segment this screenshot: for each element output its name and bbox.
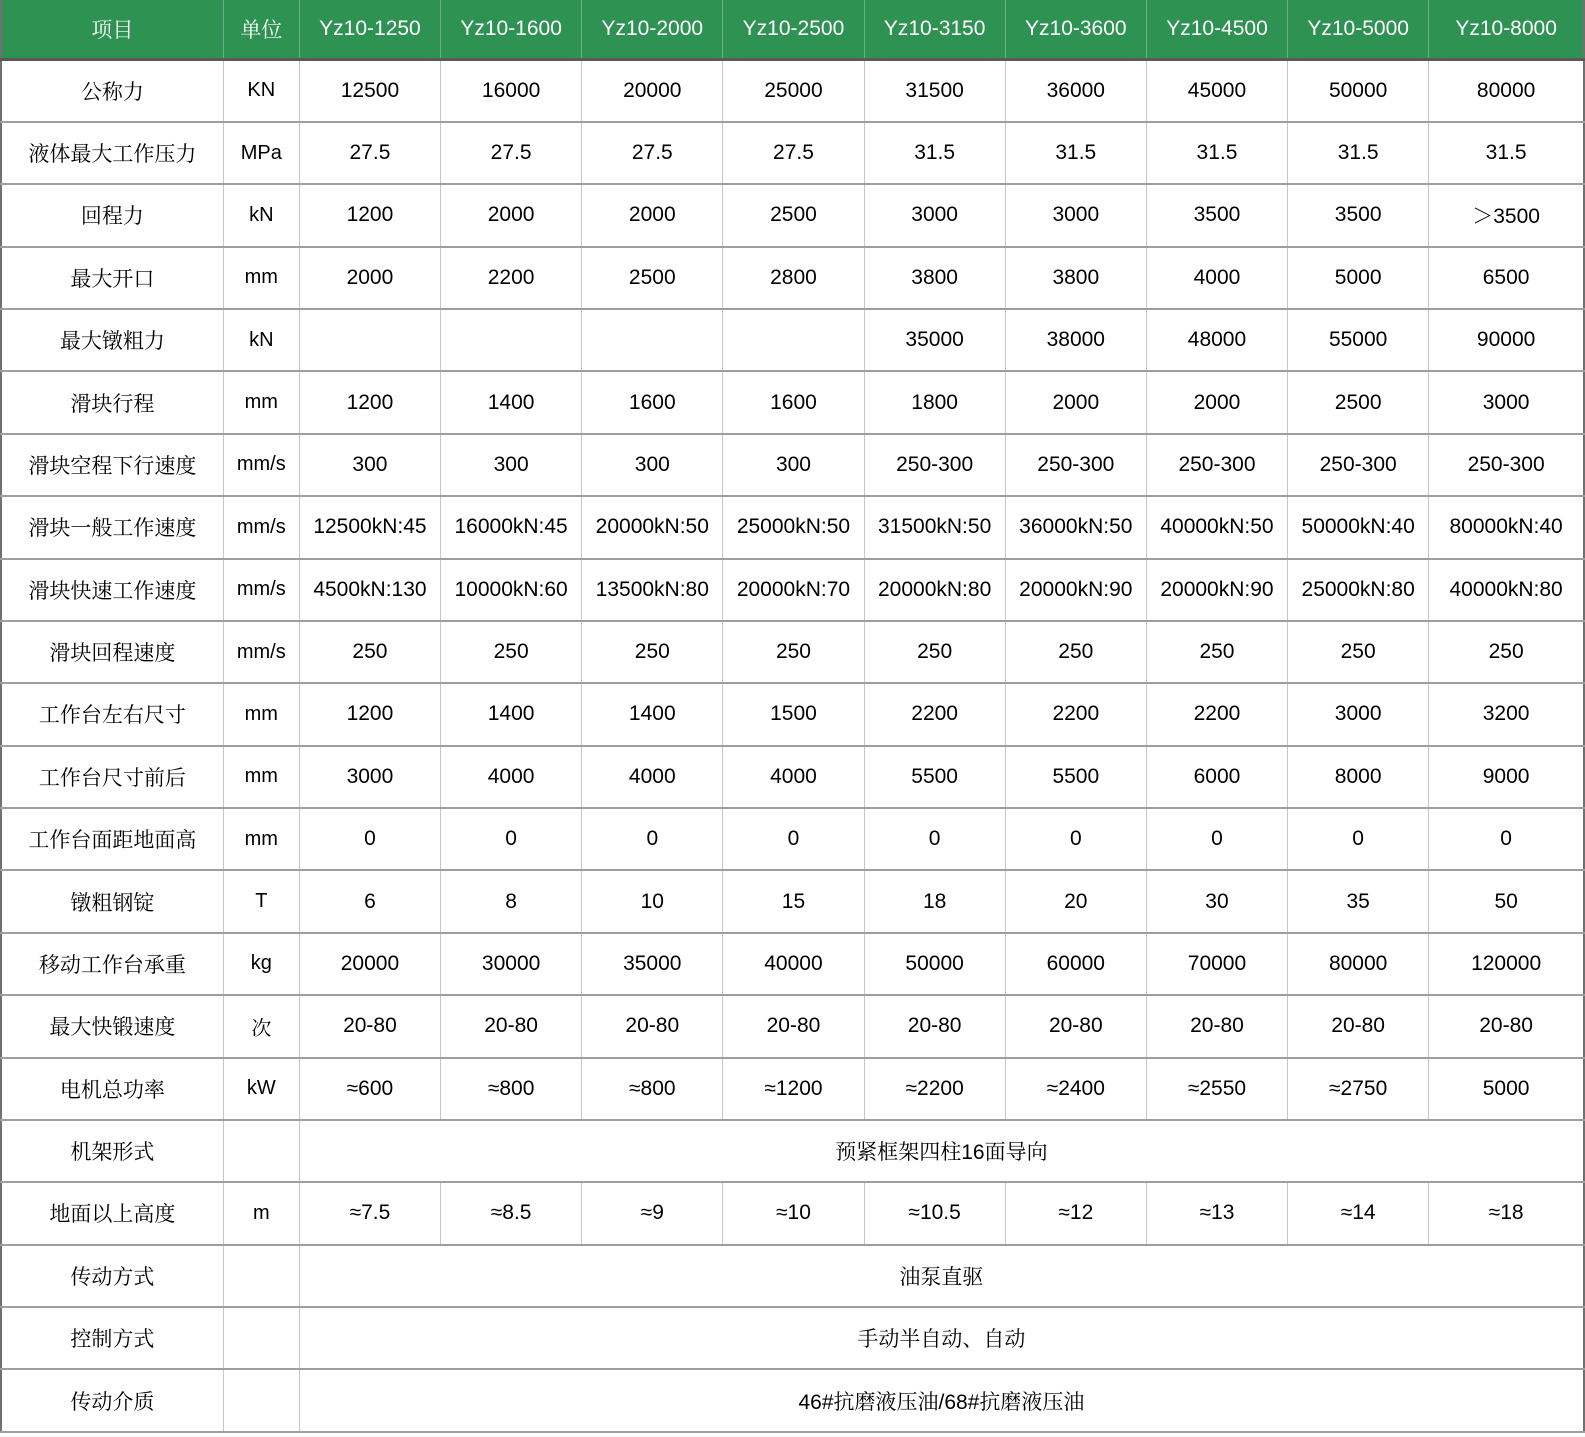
value-cell: 3000 [1429, 371, 1584, 433]
value-cell: 50 [1429, 870, 1584, 932]
value-cell: 36000 [1005, 60, 1146, 122]
value-cell: 250 [1429, 621, 1584, 683]
value-cell: ≈10.5 [864, 1182, 1005, 1244]
value-cell: 5000 [1429, 1058, 1584, 1120]
value-cell: ≈600 [299, 1058, 440, 1120]
value-cell [582, 309, 723, 371]
value-cell: 2500 [723, 184, 864, 246]
value-cell: 250-300 [1429, 434, 1584, 496]
unit-cell [223, 1245, 299, 1307]
value-cell: 0 [1288, 808, 1429, 870]
unit-cell: kW [223, 1058, 299, 1120]
value-cell: 300 [441, 434, 582, 496]
unit-cell: mm/s [223, 496, 299, 558]
value-cell: 300 [723, 434, 864, 496]
value-cell: ≈7.5 [299, 1182, 440, 1244]
value-cell: 0 [1146, 808, 1287, 870]
value-cell: 20000 [299, 933, 440, 995]
value-cell: 48000 [1146, 309, 1287, 371]
value-cell: 1600 [723, 371, 864, 433]
row-label: 滑块行程 [1, 371, 223, 433]
unit-cell: mm [223, 746, 299, 808]
value-cell: 2000 [1146, 371, 1287, 433]
value-cell: 1200 [299, 371, 440, 433]
value-cell: 50000 [864, 933, 1005, 995]
value-cell: 35000 [582, 933, 723, 995]
column-header-model: Yz10-3600 [1005, 0, 1146, 60]
table-row [1, 559, 1584, 621]
value-cell: 0 [299, 808, 440, 870]
table-row [1, 621, 1584, 683]
value-cell: 3800 [1005, 247, 1146, 309]
column-header-model: Yz10-3150 [864, 0, 1005, 60]
table-row [1, 1369, 1584, 1432]
value-cell: 4500kN:130 [299, 559, 440, 621]
row-label: 镦粗钢锭 [1, 870, 223, 932]
value-cell: 1600 [582, 371, 723, 433]
value-cell: 50000 [1288, 60, 1429, 122]
column-header-model: Yz10-1600 [441, 0, 582, 60]
value-cell: 1800 [864, 371, 1005, 433]
table-row [1, 933, 1584, 995]
table-body [1, 60, 1584, 1433]
row-label: 控制方式 [1, 1307, 223, 1369]
unit-cell: mm [223, 808, 299, 870]
value-cell: 16000 [441, 60, 582, 122]
value-cell: ≈8.5 [441, 1182, 582, 1244]
row-label: 公称力 [1, 60, 223, 122]
value-cell: 300 [299, 434, 440, 496]
value-cell: 250 [582, 621, 723, 683]
value-cell: 250 [299, 621, 440, 683]
table-row [1, 434, 1584, 496]
value-cell: 20-80 [1429, 995, 1584, 1057]
column-header-model: Yz10-5000 [1288, 0, 1429, 60]
unit-cell [223, 1307, 299, 1369]
value-cell: 12500 [299, 60, 440, 122]
unit-cell: kN [223, 184, 299, 246]
value-cell: 3000 [1005, 184, 1146, 246]
table-header [1, 0, 1584, 60]
value-cell: 250 [1005, 621, 1146, 683]
column-header-model: Yz10-4500 [1146, 0, 1287, 60]
value-cell: 90000 [1429, 309, 1584, 371]
value-cell: 50000kN:40 [1288, 496, 1429, 558]
value-cell: 31.5 [1429, 122, 1584, 184]
value-cell: ＞3500 [1429, 184, 1584, 246]
value-cell: 3000 [1288, 683, 1429, 745]
value-cell: ≈2400 [1005, 1058, 1146, 1120]
value-cell: 2000 [441, 184, 582, 246]
value-cell: 300 [582, 434, 723, 496]
value-cell: 20-80 [1288, 995, 1429, 1057]
value-cell: 38000 [1005, 309, 1146, 371]
merged-value-cell: 油泵直驱 [299, 1245, 1584, 1307]
row-label: 回程力 [1, 184, 223, 246]
column-header-model: Yz10-2000 [582, 0, 723, 60]
merged-value-cell: 46#抗磨液压油/68#抗磨液压油 [299, 1369, 1584, 1432]
table-row [1, 683, 1584, 745]
table-row [1, 995, 1584, 1057]
value-cell: 25000kN:50 [723, 496, 864, 558]
value-cell: 27.5 [723, 122, 864, 184]
value-cell: 250-300 [1146, 434, 1287, 496]
value-cell [299, 309, 440, 371]
row-label: 工作台面距地面高 [1, 808, 223, 870]
value-cell: 20000kN:80 [864, 559, 1005, 621]
value-cell: 27.5 [299, 122, 440, 184]
value-cell: ≈18 [1429, 1182, 1584, 1244]
value-cell: 1400 [582, 683, 723, 745]
value-cell: 20-80 [299, 995, 440, 1057]
row-label: 工作台尺寸前后 [1, 746, 223, 808]
table-row [1, 122, 1584, 184]
value-cell: 0 [582, 808, 723, 870]
value-cell: 10 [582, 870, 723, 932]
unit-cell: mm [223, 683, 299, 745]
column-header-item: 项目 [1, 0, 223, 60]
table-row [1, 184, 1584, 246]
value-cell: 6000 [1146, 746, 1287, 808]
value-cell: 250 [1146, 621, 1287, 683]
value-cell: ≈800 [441, 1058, 582, 1120]
table-row [1, 309, 1584, 371]
value-cell: 4000 [723, 746, 864, 808]
value-cell: 20000kN:70 [723, 559, 864, 621]
value-cell: 2500 [1288, 371, 1429, 433]
value-cell: 250 [864, 621, 1005, 683]
value-cell: 1200 [299, 683, 440, 745]
merged-value-cell: 预紧框架四柱16面导向 [299, 1120, 1584, 1182]
value-cell: 30 [1146, 870, 1287, 932]
table-row [1, 1307, 1584, 1369]
value-cell: ≈2200 [864, 1058, 1005, 1120]
value-cell: 20-80 [864, 995, 1005, 1057]
value-cell: 250-300 [1288, 434, 1429, 496]
value-cell: 250 [1288, 621, 1429, 683]
unit-cell: mm/s [223, 434, 299, 496]
value-cell: 3000 [864, 184, 1005, 246]
value-cell: 45000 [1146, 60, 1287, 122]
value-cell: 27.5 [441, 122, 582, 184]
row-label: 滑块空程下行速度 [1, 434, 223, 496]
value-cell: 1200 [299, 184, 440, 246]
value-cell: 120000 [1429, 933, 1584, 995]
value-cell: 2000 [582, 184, 723, 246]
value-cell: 31500kN:50 [864, 496, 1005, 558]
value-cell: 70000 [1146, 933, 1287, 995]
value-cell: 35000 [864, 309, 1005, 371]
value-cell [441, 309, 582, 371]
value-cell [723, 309, 864, 371]
value-cell: 20000kN:50 [582, 496, 723, 558]
value-cell: 250 [441, 621, 582, 683]
row-label: 最大快锻速度 [1, 995, 223, 1057]
value-cell: ≈12 [1005, 1182, 1146, 1244]
value-cell: 40000kN:50 [1146, 496, 1287, 558]
value-cell: ≈2750 [1288, 1058, 1429, 1120]
value-cell: 250-300 [864, 434, 1005, 496]
unit-cell: MPa [223, 122, 299, 184]
value-cell: 0 [441, 808, 582, 870]
value-cell: 8 [441, 870, 582, 932]
table-row [1, 746, 1584, 808]
row-label: 地面以上高度 [1, 1182, 223, 1244]
row-label: 最大镦粗力 [1, 309, 223, 371]
row-label: 机架形式 [1, 1120, 223, 1182]
row-label: 电机总功率 [1, 1058, 223, 1120]
value-cell: 40000 [723, 933, 864, 995]
value-cell: 80000 [1288, 933, 1429, 995]
value-cell: 6 [299, 870, 440, 932]
unit-cell: 次 [223, 995, 299, 1057]
value-cell: 3200 [1429, 683, 1584, 745]
value-cell: 15 [723, 870, 864, 932]
value-cell: 25000kN:80 [1288, 559, 1429, 621]
table-row [1, 1182, 1584, 1244]
row-label: 传动方式 [1, 1245, 223, 1307]
unit-cell: mm [223, 371, 299, 433]
value-cell: 20-80 [1146, 995, 1287, 1057]
value-cell: 4000 [1146, 247, 1287, 309]
value-cell: ≈10 [723, 1182, 864, 1244]
value-cell: ≈1200 [723, 1058, 864, 1120]
value-cell: 30000 [441, 933, 582, 995]
table-row [1, 60, 1584, 122]
value-cell: 0 [1429, 808, 1584, 870]
value-cell: 20-80 [441, 995, 582, 1057]
unit-cell [223, 1369, 299, 1432]
value-cell: 20-80 [723, 995, 864, 1057]
value-cell: 2500 [582, 247, 723, 309]
value-cell: 25000 [723, 60, 864, 122]
column-header-model: Yz10-1250 [299, 0, 440, 60]
unit-cell: T [223, 870, 299, 932]
value-cell: 60000 [1005, 933, 1146, 995]
value-cell: 1500 [723, 683, 864, 745]
value-cell: 31500 [864, 60, 1005, 122]
value-cell: 20000kN:90 [1005, 559, 1146, 621]
value-cell: 40000kN:80 [1429, 559, 1584, 621]
value-cell: 4000 [582, 746, 723, 808]
value-cell: 16000kN:45 [441, 496, 582, 558]
value-cell: 6500 [1429, 247, 1584, 309]
value-cell: 18 [864, 870, 1005, 932]
value-cell: 0 [723, 808, 864, 870]
value-cell: 5500 [1005, 746, 1146, 808]
value-cell: 31.5 [1146, 122, 1287, 184]
value-cell: 2200 [1146, 683, 1287, 745]
value-cell: 5000 [1288, 247, 1429, 309]
row-label: 工作台左右尺寸 [1, 683, 223, 745]
value-cell: 3500 [1146, 184, 1287, 246]
value-cell: 10000kN:60 [441, 559, 582, 621]
row-label: 滑块回程速度 [1, 621, 223, 683]
value-cell: 36000kN:50 [1005, 496, 1146, 558]
header-row [1, 0, 1584, 60]
row-label: 最大开口 [1, 247, 223, 309]
value-cell: 2000 [1005, 371, 1146, 433]
value-cell: 0 [1005, 808, 1146, 870]
table-row [1, 371, 1584, 433]
value-cell: 8000 [1288, 746, 1429, 808]
row-label: 液体最大工作压力 [1, 122, 223, 184]
value-cell: 2800 [723, 247, 864, 309]
value-cell: 13500kN:80 [582, 559, 723, 621]
table-row [1, 1120, 1584, 1182]
value-cell: 5500 [864, 746, 1005, 808]
value-cell: 2000 [299, 247, 440, 309]
value-cell: ≈9 [582, 1182, 723, 1244]
value-cell: 0 [864, 808, 1005, 870]
value-cell: 20 [1005, 870, 1146, 932]
value-cell: 55000 [1288, 309, 1429, 371]
value-cell: 31.5 [1288, 122, 1429, 184]
unit-cell: mm/s [223, 621, 299, 683]
value-cell: 80000kN:40 [1429, 496, 1584, 558]
table-row [1, 1245, 1584, 1307]
column-header-unit: 单位 [223, 0, 299, 60]
value-cell: 1400 [441, 683, 582, 745]
unit-cell: kg [223, 933, 299, 995]
value-cell: 20000 [582, 60, 723, 122]
value-cell: 35 [1288, 870, 1429, 932]
value-cell: 2200 [441, 247, 582, 309]
value-cell: 3800 [864, 247, 1005, 309]
value-cell: 250-300 [1005, 434, 1146, 496]
row-label: 滑块快速工作速度 [1, 559, 223, 621]
value-cell: 3500 [1288, 184, 1429, 246]
value-cell: 80000 [1429, 60, 1584, 122]
value-cell: 9000 [1429, 746, 1584, 808]
column-header-model: Yz10-8000 [1429, 0, 1584, 60]
unit-cell: kN [223, 309, 299, 371]
value-cell: 2200 [864, 683, 1005, 745]
value-cell: 31.5 [1005, 122, 1146, 184]
value-cell: 1400 [441, 371, 582, 433]
unit-cell [223, 1120, 299, 1182]
value-cell: 2200 [1005, 683, 1146, 745]
value-cell: 3000 [299, 746, 440, 808]
value-cell: 20000kN:90 [1146, 559, 1287, 621]
value-cell: ≈14 [1288, 1182, 1429, 1244]
value-cell: 4000 [441, 746, 582, 808]
unit-cell: mm/s [223, 559, 299, 621]
table-row [1, 247, 1584, 309]
value-cell: 12500kN:45 [299, 496, 440, 558]
unit-cell: mm [223, 247, 299, 309]
value-cell: 20-80 [1005, 995, 1146, 1057]
column-header-model: Yz10-2500 [723, 0, 864, 60]
table-row [1, 870, 1584, 932]
value-cell: 250 [723, 621, 864, 683]
value-cell: ≈2550 [1146, 1058, 1287, 1120]
unit-cell: m [223, 1182, 299, 1244]
unit-cell: KN [223, 60, 299, 122]
table-row [1, 808, 1584, 870]
value-cell: ≈800 [582, 1058, 723, 1120]
row-label: 滑块一般工作速度 [1, 496, 223, 558]
table-row [1, 1058, 1584, 1120]
value-cell: ≈13 [1146, 1182, 1287, 1244]
value-cell: 27.5 [582, 122, 723, 184]
value-cell: 31.5 [864, 122, 1005, 184]
value-cell: 20-80 [582, 995, 723, 1057]
table-row [1, 496, 1584, 558]
merged-value-cell: 手动半自动、自动 [299, 1307, 1584, 1369]
row-label: 移动工作台承重 [1, 933, 223, 995]
row-label: 传动介质 [1, 1369, 223, 1432]
